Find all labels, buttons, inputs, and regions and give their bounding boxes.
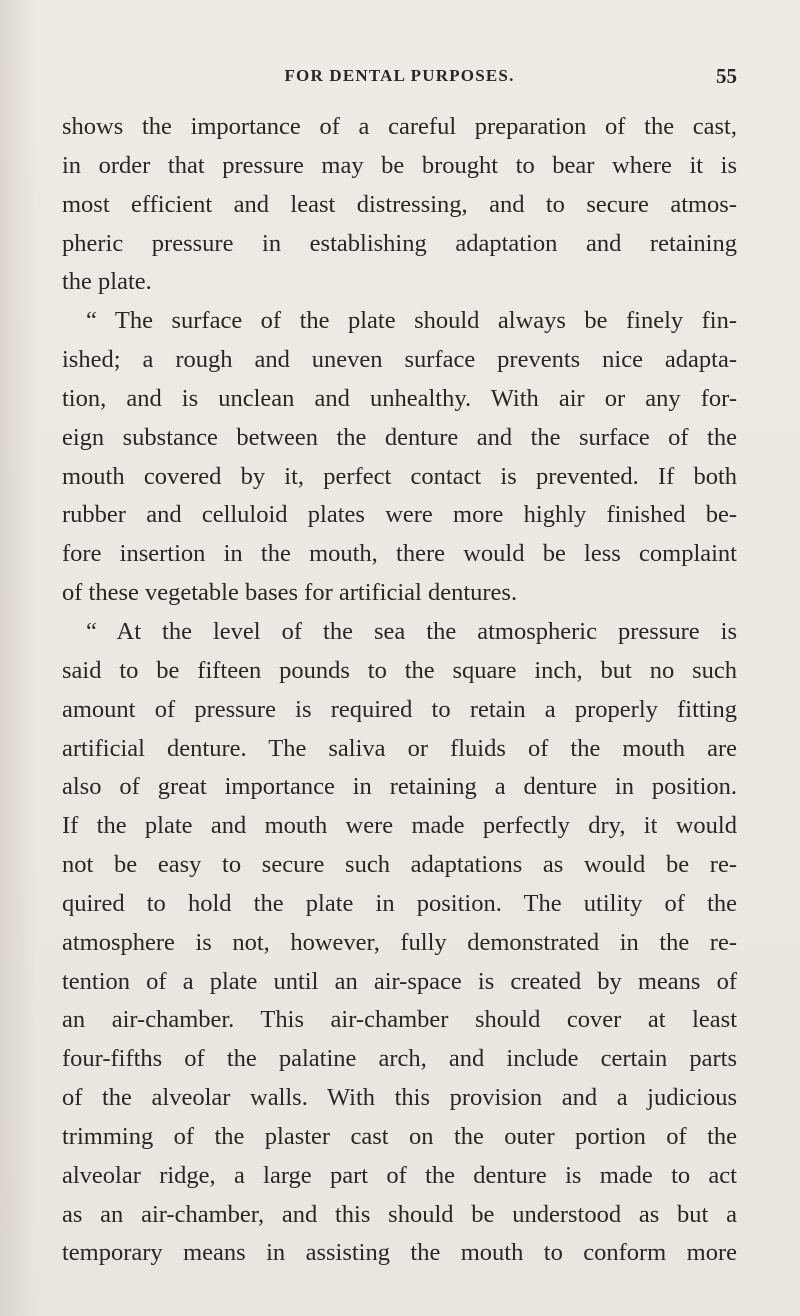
text-line: artificial denture. The saliva or fluids of the mouth are [62,734,737,762]
text-line: “ At the level of the sea the atmospheric pressure is [86,617,737,645]
text-line: not be easy to secure such adaptations as would be re- [62,851,737,879]
text-line: ished; a rough and uneven surface prevents nice adapta- [62,346,737,374]
text-line: said to be fifteen pounds to the square inch, but no such [62,656,737,684]
text-line: four-fifths of the palatine arch, and include certain parts [62,1045,737,1073]
running-title: FOR DENTAL PURPOSES. [284,66,515,85]
text-line: also of great importance in retaining a denture in position. [62,773,737,801]
text-line: quired to hold the plate in position. The utility of the [62,889,737,917]
text-line: amount of pressure is required to retain a properly fitting [62,695,737,723]
text-line: tention of a plate until an air-space is created by means of [62,967,737,995]
text-line: trimming of the plaster cast on the outer portion of the [62,1122,737,1150]
text-line: temporary means in assisting the mouth to conform more [62,1239,737,1267]
text-line: of these vegetable bases for artificial dentures. [62,579,518,607]
running-head [62,64,737,94]
text-line: mouth covered by it, perfect contact is prevented. If both [62,462,737,490]
text-line: shows the importance of a careful preparation of the cast, [62,113,737,140]
body-text [62,108,737,1273]
text-line: pheric pressure in establishing adaptation and retaining [62,229,737,257]
text-line: as an air-chamber, and this should be understood as but a [62,1200,737,1228]
page-number: 55 [716,64,737,88]
text-line: of the alveolar walls. With this provision and a judicious [62,1084,737,1112]
text-line: rubber and celluloid plates were more highly finished be- [62,501,737,529]
text-line: in order that pressure may be brought to bear where it is [62,151,737,179]
text-line: the plate. [62,268,152,296]
text-line: an air-chamber. This air-chamber should cover at least [62,1006,737,1034]
text-line: alveolar ridge, a large part of the denture is made to act [62,1161,737,1189]
text-line: most efficient and least distressing, and to secure atmos- [62,190,737,218]
text-line: eign substance between the denture and the surface of the [62,423,737,451]
text-line: If the plate and mouth were made perfectly dry, it would [62,812,737,840]
text-line: “ The surface of the plate should always be finely fin- [86,307,737,335]
text-line: atmosphere is not, however, fully demonstrated in the re- [62,928,737,956]
text-line: fore insertion in the mouth, there would be less complaint [62,540,737,568]
text-line: tion, and is unclean and unhealthy. With air or any for- [62,384,737,412]
